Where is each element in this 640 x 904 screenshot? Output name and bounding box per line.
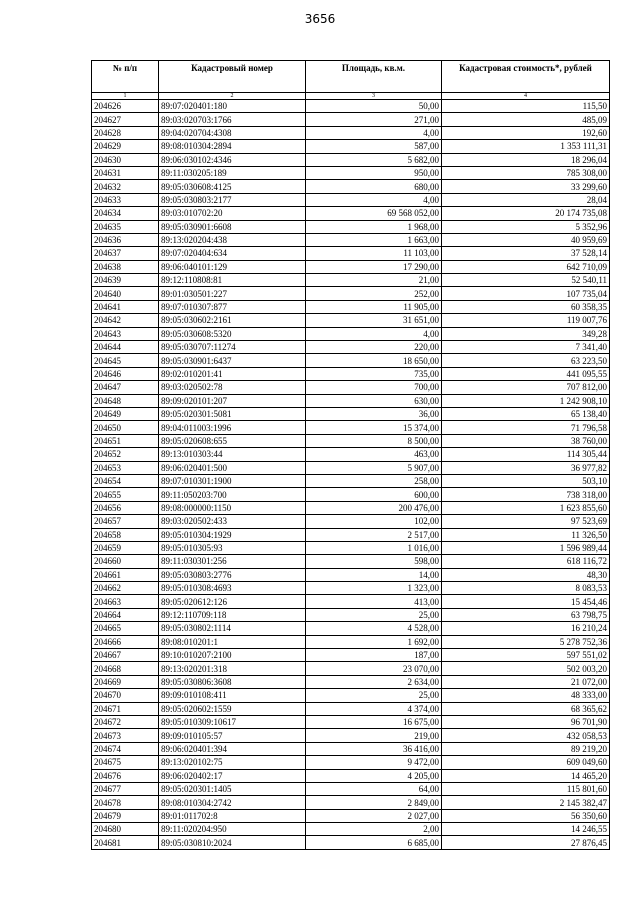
table-row [92, 635, 610, 648]
table-header [92, 61, 610, 100]
table-row [92, 260, 610, 273]
table-row [92, 327, 610, 340]
cell-cadastral-number: 89:13:020102:75 [159, 756, 306, 769]
cell-row-number: 204666 [92, 635, 159, 648]
cell-row-number: 204628 [92, 126, 159, 139]
cell-row-number: 204646 [92, 367, 159, 380]
cell-row-number: 204653 [92, 461, 159, 474]
cell-cadastral-number: 89:13:010303:44 [159, 448, 306, 461]
cell-cadastral-value: 16 210,24 [442, 622, 610, 635]
cell-cadastral-value: 192,60 [442, 126, 610, 139]
table-row [92, 501, 610, 514]
cell-row-number: 204649 [92, 407, 159, 420]
column-number-4: 4 [442, 93, 610, 100]
table-row [92, 100, 610, 113]
cell-row-number: 204658 [92, 528, 159, 541]
cell-cadastral-value: 7 341,40 [442, 341, 610, 354]
cell-row-number: 204638 [92, 260, 159, 273]
cell-row-number: 204639 [92, 274, 159, 287]
cell-row-number: 204652 [92, 448, 159, 461]
cell-cadastral-number: 89:05:030608:5320 [159, 327, 306, 340]
cell-area: 23 070,00 [306, 662, 442, 675]
cell-cadastral-number: 89:03:020502:433 [159, 515, 306, 528]
cell-cadastral-value: 738 318,00 [442, 488, 610, 501]
table-row [92, 541, 610, 554]
cell-cadastral-number: 89:06:020401:394 [159, 742, 306, 755]
cell-area: 36 416,00 [306, 742, 442, 755]
cell-area: 25,00 [306, 608, 442, 621]
cell-cadastral-number: 89:08:010304:2742 [159, 796, 306, 809]
cell-area: 50,00 [306, 100, 442, 113]
cell-area: 18 650,00 [306, 354, 442, 367]
column-number-3: 3 [306, 93, 442, 100]
cell-row-number: 204655 [92, 488, 159, 501]
table-row [92, 180, 610, 193]
table-row [92, 113, 610, 126]
cell-area: 4 374,00 [306, 702, 442, 715]
cell-row-number: 204669 [92, 675, 159, 688]
cell-area: 8 500,00 [306, 434, 442, 447]
cell-cadastral-value: 60 358,35 [442, 300, 610, 313]
cell-area: 1 968,00 [306, 220, 442, 233]
cell-cadastral-value: 89 219,20 [442, 742, 610, 755]
cell-cadastral-value: 48,30 [442, 568, 610, 581]
cell-row-number: 204644 [92, 341, 159, 354]
cell-cadastral-number: 89:08:010304:2894 [159, 140, 306, 153]
cell-row-number: 204665 [92, 622, 159, 635]
cell-cadastral-number: 89:05:030810:2024 [159, 836, 306, 849]
cell-area: 2 027,00 [306, 809, 442, 822]
cell-cadastral-value: 56 350,60 [442, 809, 610, 822]
table-row [92, 769, 610, 782]
cell-row-number: 204654 [92, 474, 159, 487]
table-row [92, 782, 610, 795]
cell-cadastral-value: 14 246,55 [442, 823, 610, 836]
table-row [92, 274, 610, 287]
table-row [92, 153, 610, 166]
cell-cadastral-number: 89:01:011702:8 [159, 809, 306, 822]
cell-row-number: 204642 [92, 314, 159, 327]
table-row [92, 662, 610, 675]
cell-cadastral-value: 52 540,11 [442, 274, 610, 287]
cell-row-number: 204637 [92, 247, 159, 260]
cell-cadastral-number: 89:01:030501:227 [159, 287, 306, 300]
cell-row-number: 204651 [92, 434, 159, 447]
cell-cadastral-value: 485,09 [442, 113, 610, 126]
table-row [92, 300, 610, 313]
cell-area: 187,00 [306, 649, 442, 662]
cell-row-number: 204679 [92, 809, 159, 822]
cell-cadastral-value: 48 333,00 [442, 689, 610, 702]
cell-cadastral-number: 89:09:020101:207 [159, 394, 306, 407]
cell-cadastral-value: 63 223,50 [442, 354, 610, 367]
table-row [92, 314, 610, 327]
cell-area: 11 103,00 [306, 247, 442, 260]
cell-cadastral-value: 115 801,60 [442, 782, 610, 795]
page-number: 3656 [304, 12, 336, 26]
cell-area: 4,00 [306, 193, 442, 206]
cell-area: 598,00 [306, 555, 442, 568]
cell-cadastral-value: 119 007,76 [442, 314, 610, 327]
cell-cadastral-value: 1 242 908,10 [442, 394, 610, 407]
cell-area: 36,00 [306, 407, 442, 420]
table-row [92, 126, 610, 139]
cell-cadastral-number: 89:07:010307:877 [159, 300, 306, 313]
cell-cadastral-value: 96 701,90 [442, 715, 610, 728]
table-row [92, 823, 610, 836]
cell-cadastral-value: 33 299,60 [442, 180, 610, 193]
cell-area: 1 323,00 [306, 582, 442, 595]
cell-cadastral-value: 28,04 [442, 193, 610, 206]
column-number-2: 2 [159, 93, 306, 100]
cell-area: 2,00 [306, 823, 442, 836]
cell-row-number: 204633 [92, 193, 159, 206]
cell-cadastral-number: 89:05:030608:4125 [159, 180, 306, 193]
cell-row-number: 204675 [92, 756, 159, 769]
table-row [92, 528, 610, 541]
table-row [92, 448, 610, 461]
table-row [92, 649, 610, 662]
table-row [92, 582, 610, 595]
cell-area: 4 528,00 [306, 622, 442, 635]
cell-row-number: 204670 [92, 689, 159, 702]
cell-area: 630,00 [306, 394, 442, 407]
table-row [92, 488, 610, 501]
cell-cadastral-value: 40 959,69 [442, 233, 610, 246]
table-row [92, 622, 610, 635]
cell-cadastral-value: 441 095,55 [442, 367, 610, 380]
cell-area: 950,00 [306, 166, 442, 179]
cell-cadastral-value: 503,10 [442, 474, 610, 487]
table-row [92, 233, 610, 246]
cell-cadastral-value: 38 760,00 [442, 434, 610, 447]
cell-cadastral-number: 89:02:010201:41 [159, 367, 306, 380]
cell-cadastral-value: 37 528,14 [442, 247, 610, 260]
cell-area: 735,00 [306, 367, 442, 380]
cell-cadastral-number: 89:10:010207:2100 [159, 649, 306, 662]
table-row [92, 756, 610, 769]
cell-cadastral-value: 1 353 111,31 [442, 140, 610, 153]
cell-row-number: 204636 [92, 233, 159, 246]
cell-cadastral-value: 21 072,00 [442, 675, 610, 688]
table-row [92, 729, 610, 742]
cell-cadastral-value: 68 365,62 [442, 702, 610, 715]
cell-cadastral-number: 89:11:020204:950 [159, 823, 306, 836]
cell-row-number: 204674 [92, 742, 159, 755]
cell-cadastral-number: 89:05:030803:2776 [159, 568, 306, 581]
cell-row-number: 204645 [92, 354, 159, 367]
table-row [92, 555, 610, 568]
cell-area: 219,00 [306, 729, 442, 742]
cell-area: 5 682,00 [306, 153, 442, 166]
cell-area: 463,00 [306, 448, 442, 461]
cell-row-number: 204635 [92, 220, 159, 233]
table-row [92, 809, 610, 822]
cell-area: 25,00 [306, 689, 442, 702]
cell-cadastral-number: 89:05:020608:655 [159, 434, 306, 447]
cell-area: 1 663,00 [306, 233, 442, 246]
cell-cadastral-value: 785 308,00 [442, 166, 610, 179]
cell-cadastral-value: 15 454,46 [442, 595, 610, 608]
table-row [92, 407, 610, 420]
cell-row-number: 204673 [92, 729, 159, 742]
cell-cadastral-value: 642 710,09 [442, 260, 610, 273]
cell-cadastral-value: 2 145 382,47 [442, 796, 610, 809]
cell-row-number: 204677 [92, 782, 159, 795]
cell-area: 271,00 [306, 113, 442, 126]
cell-cadastral-number: 89:09:010108:411 [159, 689, 306, 702]
cell-cadastral-value: 71 796,58 [442, 421, 610, 434]
cell-row-number: 204631 [92, 166, 159, 179]
table-row [92, 207, 610, 220]
cell-row-number: 204627 [92, 113, 159, 126]
cell-cadastral-number: 89:11:050203:700 [159, 488, 306, 501]
cell-area: 9 472,00 [306, 756, 442, 769]
cell-cadastral-value: 5 352,96 [442, 220, 610, 233]
table-row [92, 354, 610, 367]
cell-cadastral-number: 89:12:110808:81 [159, 274, 306, 287]
cell-cadastral-number: 89:08:000000:1150 [159, 501, 306, 514]
cell-cadastral-number: 89:05:020602:1559 [159, 702, 306, 715]
cell-area: 258,00 [306, 474, 442, 487]
table-row [92, 166, 610, 179]
cell-area: 21,00 [306, 274, 442, 287]
cell-cadastral-number: 89:05:010305:93 [159, 541, 306, 554]
cell-row-number: 204668 [92, 662, 159, 675]
cell-row-number: 204629 [92, 140, 159, 153]
cell-area: 5 907,00 [306, 461, 442, 474]
cell-cadastral-number: 89:11:030205:189 [159, 166, 306, 179]
table-row [92, 715, 610, 728]
cell-cadastral-number: 89:05:030707:11274 [159, 341, 306, 354]
cell-row-number: 204643 [92, 327, 159, 340]
table-row [92, 568, 610, 581]
cell-cadastral-number: 89:05:030901:6608 [159, 220, 306, 233]
cell-cadastral-value: 349,28 [442, 327, 610, 340]
cell-cadastral-value: 27 876,45 [442, 836, 610, 849]
cell-cadastral-number: 89:06:020402:17 [159, 769, 306, 782]
table-row [92, 434, 610, 447]
cell-row-number: 204660 [92, 555, 159, 568]
cell-area: 16 675,00 [306, 715, 442, 728]
cell-cadastral-number: 89:05:030806:3608 [159, 675, 306, 688]
cell-cadastral-value: 502 003,20 [442, 662, 610, 675]
cell-row-number: 204640 [92, 287, 159, 300]
cell-row-number: 204656 [92, 501, 159, 514]
cell-row-number: 204676 [92, 769, 159, 782]
cell-area: 2 634,00 [306, 675, 442, 688]
cell-cadastral-number: 89:05:010309:10617 [159, 715, 306, 728]
cell-cadastral-value: 8 083,53 [442, 582, 610, 595]
cell-cadastral-value: 36 977,82 [442, 461, 610, 474]
cell-area: 2 517,00 [306, 528, 442, 541]
cell-area: 4 205,00 [306, 769, 442, 782]
cell-cadastral-value: 63 798,75 [442, 608, 610, 621]
table-row [92, 461, 610, 474]
table-row [92, 836, 610, 849]
cell-area: 69 568 052,00 [306, 207, 442, 220]
cell-area: 11 905,00 [306, 300, 442, 313]
cell-area: 220,00 [306, 341, 442, 354]
table-row [92, 474, 610, 487]
cell-cadastral-value: 5 278 752,36 [442, 635, 610, 648]
cell-row-number: 204650 [92, 421, 159, 434]
cell-cadastral-number: 89:07:020404:634 [159, 247, 306, 260]
cell-row-number: 204681 [92, 836, 159, 849]
table-row [92, 608, 610, 621]
cell-cadastral-number: 89:13:020201:318 [159, 662, 306, 675]
cell-area: 4,00 [306, 126, 442, 139]
cell-cadastral-value: 432 058,53 [442, 729, 610, 742]
cell-area: 31 651,00 [306, 314, 442, 327]
cell-area: 413,00 [306, 595, 442, 608]
cell-cadastral-number: 89:05:020612:126 [159, 595, 306, 608]
table-row [92, 394, 610, 407]
cell-cadastral-number: 89:05:020301:5081 [159, 407, 306, 420]
cell-cadastral-value: 597 551,02 [442, 649, 610, 662]
cell-row-number: 204626 [92, 100, 159, 113]
cell-cadastral-value: 18 296,04 [442, 153, 610, 166]
table-row [92, 341, 610, 354]
cell-cadastral-number: 89:05:010304:1929 [159, 528, 306, 541]
cell-cadastral-number: 89:03:010702:20 [159, 207, 306, 220]
cell-cadastral-value: 707 812,00 [442, 381, 610, 394]
cell-cadastral-number: 89:11:030301:256 [159, 555, 306, 568]
cell-row-number: 204630 [92, 153, 159, 166]
cell-cadastral-value: 115,50 [442, 100, 610, 113]
table-row [92, 367, 610, 380]
cell-cadastral-value: 618 116,72 [442, 555, 610, 568]
table-row [92, 381, 610, 394]
table-row [92, 742, 610, 755]
cell-row-number: 204647 [92, 381, 159, 394]
cell-cadastral-value: 609 049,60 [442, 756, 610, 769]
header-cadastral-number: Кадастровый номер [159, 61, 306, 93]
cell-row-number: 204659 [92, 541, 159, 554]
cell-area: 102,00 [306, 515, 442, 528]
cell-cadastral-value: 11 326,50 [442, 528, 610, 541]
cell-cadastral-number: 89:05:030602:2161 [159, 314, 306, 327]
cell-row-number: 204678 [92, 796, 159, 809]
cell-cadastral-number: 89:09:010105:57 [159, 729, 306, 742]
table-row [92, 140, 610, 153]
cell-row-number: 204672 [92, 715, 159, 728]
cell-cadastral-number: 89:13:020204:438 [159, 233, 306, 246]
cell-cadastral-value: 114 305,44 [442, 448, 610, 461]
cell-row-number: 204664 [92, 608, 159, 621]
cell-cadastral-number: 89:06:020401:500 [159, 461, 306, 474]
cell-cadastral-number: 89:05:030803:2177 [159, 193, 306, 206]
cell-area: 200 476,00 [306, 501, 442, 514]
cell-cadastral-number: 89:06:030102:4346 [159, 153, 306, 166]
table-row [92, 702, 610, 715]
cell-cadastral-number: 89:06:040101:129 [159, 260, 306, 273]
cell-row-number: 204662 [92, 582, 159, 595]
cell-cadastral-number: 89:12:110709:118 [159, 608, 306, 621]
table-row [92, 287, 610, 300]
cell-cadastral-value: 1 596 989,44 [442, 541, 610, 554]
cell-area: 587,00 [306, 140, 442, 153]
cell-cadastral-number: 89:05:030901:6437 [159, 354, 306, 367]
header-row-number: № п/п [92, 61, 159, 93]
cell-cadastral-number: 89:05:030802:1114 [159, 622, 306, 635]
cell-cadastral-value: 20 174 735,08 [442, 207, 610, 220]
cell-cadastral-value: 65 138,40 [442, 407, 610, 420]
cell-row-number: 204634 [92, 207, 159, 220]
cell-area: 15 374,00 [306, 421, 442, 434]
cell-cadastral-number: 89:04:020704:4308 [159, 126, 306, 139]
cell-row-number: 204657 [92, 515, 159, 528]
cell-row-number: 204667 [92, 649, 159, 662]
table-row [92, 595, 610, 608]
cell-cadastral-value: 107 735,04 [442, 287, 610, 300]
cell-cadastral-value: 14 465,20 [442, 769, 610, 782]
header-area: Площадь, кв.м. [306, 61, 442, 93]
column-number-1: 1 [92, 93, 159, 100]
table-row [92, 193, 610, 206]
cell-cadastral-number: 89:03:020502:78 [159, 381, 306, 394]
table-row [92, 247, 610, 260]
cell-row-number: 204680 [92, 823, 159, 836]
cell-area: 2 849,00 [306, 796, 442, 809]
cell-cadastral-number: 89:03:020703:1766 [159, 113, 306, 126]
cell-cadastral-number: 89:07:020401:180 [159, 100, 306, 113]
table-row [92, 689, 610, 702]
cell-area: 1 016,00 [306, 541, 442, 554]
cell-row-number: 204671 [92, 702, 159, 715]
cell-cadastral-number: 89:07:010301:1900 [159, 474, 306, 487]
header-cadastral-value: Кадастровая стоимость*, рублей [442, 61, 610, 93]
table-body [92, 100, 610, 850]
cell-cadastral-number: 89:05:020301:1405 [159, 782, 306, 795]
cell-cadastral-number: 89:05:010308:4693 [159, 582, 306, 595]
cell-area: 4,00 [306, 327, 442, 340]
cell-row-number: 204661 [92, 568, 159, 581]
cell-row-number: 204663 [92, 595, 159, 608]
table-row [92, 796, 610, 809]
cell-cadastral-value: 97 523,69 [442, 515, 610, 528]
cell-row-number: 204648 [92, 394, 159, 407]
cell-area: 64,00 [306, 782, 442, 795]
cell-area: 700,00 [306, 381, 442, 394]
cadastral-table [91, 60, 610, 850]
cell-cadastral-value: 1 623 855,60 [442, 501, 610, 514]
cell-cadastral-number: 89:08:010201:1 [159, 635, 306, 648]
cell-area: 1 692,00 [306, 635, 442, 648]
cell-area: 17 290,00 [306, 260, 442, 273]
cell-row-number: 204632 [92, 180, 159, 193]
table-row [92, 421, 610, 434]
table-row [92, 675, 610, 688]
cell-cadastral-number: 89:04:011003:1996 [159, 421, 306, 434]
cell-area: 6 685,00 [306, 836, 442, 849]
cell-area: 14,00 [306, 568, 442, 581]
cell-area: 680,00 [306, 180, 442, 193]
cell-area: 252,00 [306, 287, 442, 300]
cell-row-number: 204641 [92, 300, 159, 313]
table-row [92, 220, 610, 233]
table-row [92, 515, 610, 528]
cell-area: 600,00 [306, 488, 442, 501]
